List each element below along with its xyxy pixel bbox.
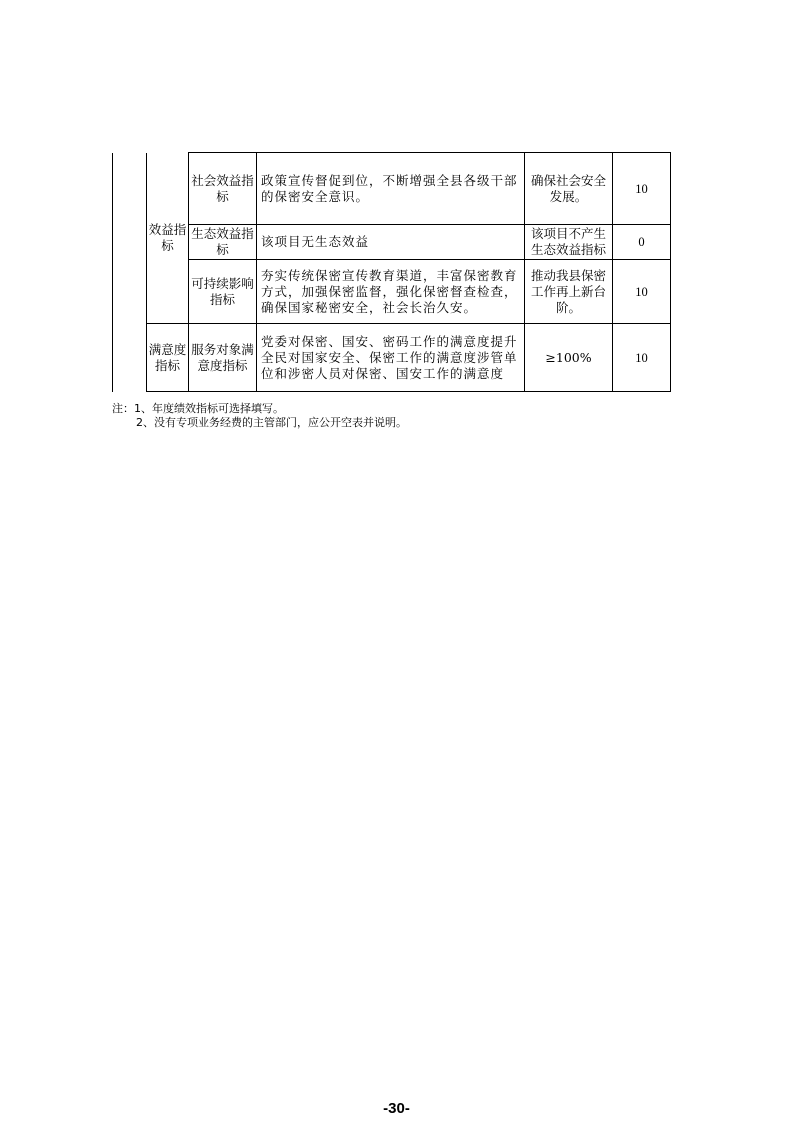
target-cell: 该项目不产生生态效益指标 — [525, 225, 613, 260]
score-cell: 0 — [613, 225, 671, 260]
note-line-1: 注：1、年度绩效指标可选择填写。 — [112, 402, 284, 415]
content-cell: 政策宣传督促到位，不断增强全县各级干部的保密安全意识。 — [257, 153, 525, 225]
page-number: -30- — [383, 1100, 410, 1117]
score-cell: 10 — [613, 324, 671, 392]
outer-category-cell — [113, 153, 147, 392]
content-cell: 夯实传统保密宣传教育渠道，丰富保密教育方式，加强保密监督，强化保密督查检查，确保国家秘密安全，社会长治久安。 — [257, 260, 525, 324]
target-cell: ≥100% — [525, 324, 613, 392]
table-row — [113, 153, 671, 225]
content-cell: 党委对保密、国安、密码工作的满意度提升全民对国家安全、保密工作的满意度涉管单位和涉密人员对保密、国安工作的满意度 — [257, 324, 525, 392]
subcategory-cell: 社会效益指标 — [189, 153, 257, 225]
content-cell: 该项目无生态效益 — [257, 225, 525, 260]
score-cell: 10 — [613, 153, 671, 225]
subcategory-cell: 可持续影响指标 — [189, 260, 257, 324]
subcategory-cell: 生态效益指标 — [189, 225, 257, 260]
performance-indicator-table — [112, 152, 671, 392]
score-cell: 10 — [613, 260, 671, 324]
table-notes — [112, 402, 407, 430]
table-row — [113, 225, 671, 260]
target-cell: 确保社会安全发展。 — [525, 153, 613, 225]
category-cell: 满意度指标 — [147, 324, 189, 392]
subcategory-cell: 服务对象满意度指标 — [189, 324, 257, 392]
category-cell: 效益指标 — [147, 153, 189, 324]
target-cell: 推动我县保密工作再上新台阶。 — [525, 260, 613, 324]
table-row — [113, 324, 671, 392]
note-line-2: 2、没有专项业务经费的主管部门，应公开空表并说明。 — [136, 416, 407, 429]
table-row — [113, 260, 671, 324]
